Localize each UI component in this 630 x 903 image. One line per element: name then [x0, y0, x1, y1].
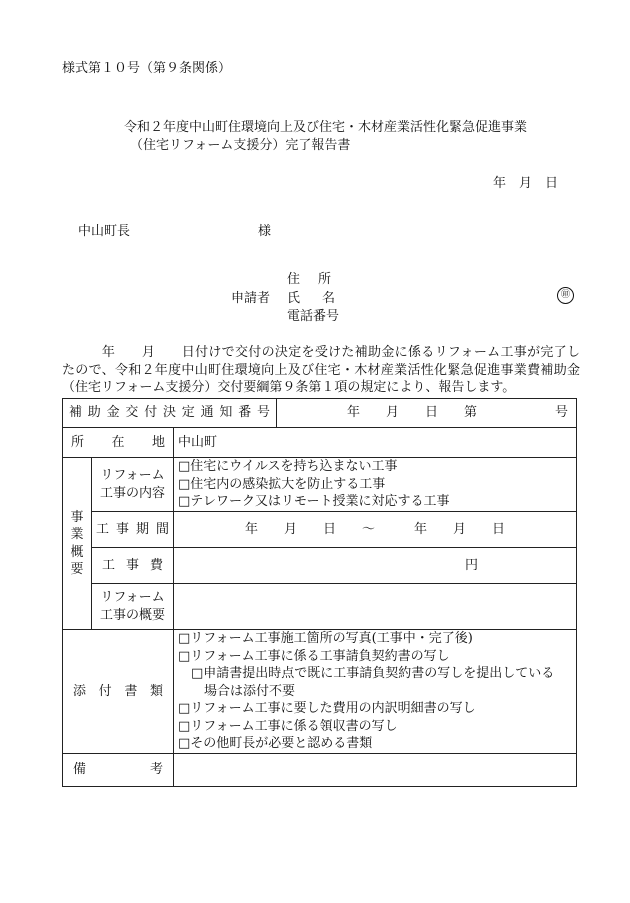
cost-label: 工事費: [92, 548, 174, 584]
project-overview-text: 事業概要: [70, 509, 84, 577]
report-body-text: 年 月 日付けで交付の決定を受けた補助金に係るリフォーム工事が完了したので、令和２年度中山町住環境向上及び住宅・木材産業活性化緊急促進事業費補助金（住宅リフォーム支援分）交付要綱第９条第１項の規定により、報告します。: [62, 345, 580, 395]
overview-label: リフォーム工事の概要: [92, 584, 174, 630]
applicant-tel-label: 電話番号: [287, 309, 340, 324]
cost-value[interactable]: [174, 548, 577, 584]
notice-number-label: 補助金交付決定通知番号: [63, 399, 277, 428]
content-item[interactable]: □テレワーク又はリモート授業に対応する工事: [178, 494, 450, 510]
applicant-name-label: 氏名: [287, 291, 358, 306]
content-label: リフォーム工事の内容: [92, 458, 174, 512]
remarks-value[interactable]: [174, 754, 577, 787]
attachment-item[interactable]: □リフォーム工事に係る領収書の写し: [178, 718, 398, 734]
location-value[interactable]: 中山町: [174, 428, 577, 458]
attachment-item[interactable]: □リフォーム工事に係る工事請負契約書の写し: [178, 648, 450, 664]
attachments-label: 添付書類: [63, 630, 174, 754]
document-title-line2: （住宅リフォーム支援分）完了報告書: [130, 138, 351, 153]
attachment-item[interactable]: □リフォーム工事施工箇所の写真(工事中・完了後): [178, 631, 473, 647]
notice-number-value[interactable]: 年 月 日 第 号: [277, 399, 577, 428]
attachments-checklist[interactable]: [174, 630, 577, 754]
project-overview-label: [63, 458, 92, 630]
overview-value[interactable]: [174, 584, 577, 630]
attachment-item[interactable]: □リフォーム工事に要した費用の内訳明細書の写し: [178, 701, 476, 717]
applicant-label: 申請者: [231, 291, 271, 306]
content-checklist[interactable]: [174, 458, 577, 512]
seal-mark: ㊞: [557, 287, 574, 304]
addressee-honorific: 様: [258, 224, 272, 239]
applicant-address-label: 住所: [287, 272, 350, 287]
document-title-line1: 令和２年度中山町住環境向上及び住宅・木材産業活性化緊急促進事業: [124, 120, 528, 135]
period-label: 工事期間: [92, 512, 174, 548]
remarks-label: 備考: [63, 754, 174, 787]
report-date: 年 月 日: [493, 176, 559, 191]
content-item[interactable]: □住宅にウイルスを持ち込まない工事: [178, 459, 398, 475]
attachment-item[interactable]: □申請書提出時点で既に工事請負契約書の写しを提出している: [178, 666, 555, 682]
attachment-item-note: 場合は添付不要: [178, 683, 296, 699]
content-item[interactable]: □住宅内の感染拡大を防止する工事: [178, 476, 386, 492]
period-value[interactable]: 年 月 日 ～ 年 月 日: [174, 512, 577, 548]
attachment-item[interactable]: □その他町長が必要と認める書類: [178, 736, 373, 752]
form-number: 様式第１０号（第９条関係）: [62, 61, 232, 76]
addressee: 中山町長: [78, 224, 131, 239]
report-table: [62, 398, 577, 787]
cost-unit: 円: [464, 557, 478, 573]
location-label: 所在地: [63, 428, 174, 458]
